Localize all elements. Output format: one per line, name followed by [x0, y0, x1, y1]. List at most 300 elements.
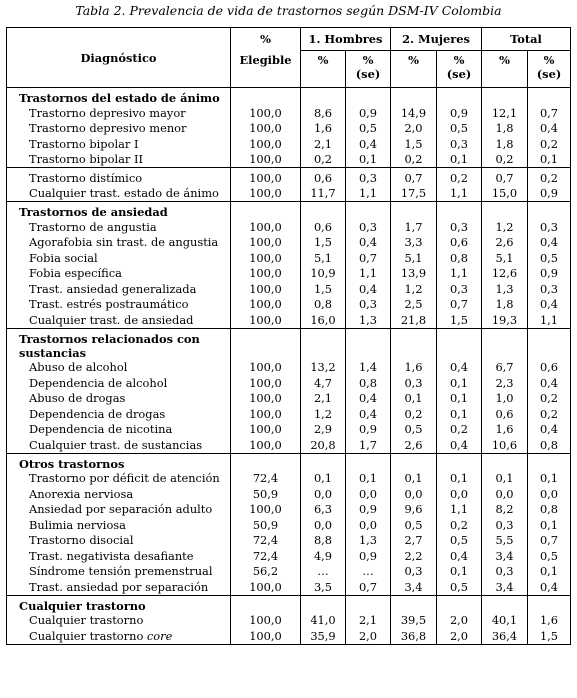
- cell-total-pct: 2,6: [482, 235, 528, 251]
- cell-mujeres-se: 0,1: [437, 471, 482, 487]
- cell-total-pct: 1,8: [482, 136, 528, 152]
- cell-total-pct: 5,5: [482, 533, 528, 549]
- cell-total-se: 0,8: [528, 437, 571, 453]
- cell-hombres-se: 0,4: [346, 136, 391, 152]
- empty-cell: [231, 328, 301, 360]
- cell-total-pct: 40,1: [482, 613, 528, 629]
- cell-mujeres-se: 0,5: [437, 579, 482, 595]
- cell-total-pct: 0,6: [482, 406, 528, 422]
- cell-total-se: 0,4: [528, 422, 571, 438]
- cell-mujeres-se: 0,5: [437, 121, 482, 137]
- table-row: [7, 422, 571, 438]
- empty-cell: [528, 202, 571, 220]
- table-row: [7, 613, 571, 629]
- table-row: [7, 136, 571, 152]
- cell-hombres-se: 0,7: [346, 579, 391, 595]
- cell-mujeres-se: 0,5: [437, 533, 482, 549]
- cell-hombres-se: 2,1: [346, 613, 391, 629]
- empty-cell: [346, 328, 391, 360]
- cell-mujeres-se: 0,0: [437, 486, 482, 502]
- empty-cell: [482, 202, 528, 220]
- diagnosis-label: Fobia específica: [7, 266, 231, 282]
- cell-mujeres-pct: 21,8: [391, 312, 437, 328]
- cell-hombres-se: 1,4: [346, 360, 391, 376]
- cell-total-se: 0,1: [528, 471, 571, 487]
- diagnosis-label: Agorafobia sin trast. de angustia: [7, 235, 231, 251]
- cell-elegible: 100,0: [231, 168, 301, 186]
- cell-total-pct: 0,1: [482, 471, 528, 487]
- cell-elegible: 100,0: [231, 360, 301, 376]
- empty-cell: [437, 202, 482, 220]
- table-body: [7, 88, 571, 645]
- empty-cell: [437, 88, 482, 106]
- cell-total-pct: 10,6: [482, 437, 528, 453]
- empty-cell: [437, 328, 482, 360]
- cell-total-pct: 0,0: [482, 486, 528, 502]
- cell-hombres-pct: 41,0: [301, 613, 346, 629]
- cell-elegible: 100,0: [231, 391, 301, 407]
- cell-total-pct: 1,8: [482, 297, 528, 313]
- diagnosis-label: Abuso de drogas: [7, 391, 231, 407]
- empty-cell: [346, 595, 391, 613]
- cell-total-se: 0,2: [528, 391, 571, 407]
- cell-hombres-se: 0,4: [346, 406, 391, 422]
- cell-mujeres-se: 0,2: [437, 168, 482, 186]
- cell-hombres-se: 0,0: [346, 486, 391, 502]
- cell-hombres-pct: 4,9: [301, 548, 346, 564]
- cell-hombres-pct: 13,2: [301, 360, 346, 376]
- table-row: [7, 250, 571, 266]
- empty-cell: [301, 595, 346, 613]
- empty-cell: [528, 453, 571, 471]
- cell-total-se: 1,6: [528, 613, 571, 629]
- diagnosis-label: Trastorno depresivo menor: [7, 121, 231, 137]
- empty-cell: [391, 88, 437, 106]
- cell-elegible: 100,0: [231, 406, 301, 422]
- empty-cell: [231, 453, 301, 471]
- empty-cell: [301, 202, 346, 220]
- cell-hombres-pct: 0,0: [301, 486, 346, 502]
- table-row: [7, 628, 571, 644]
- cell-hombres-se: 0,9: [346, 548, 391, 564]
- cell-elegible: 100,0: [231, 121, 301, 137]
- cell-hombres-se: 0,9: [346, 422, 391, 438]
- cell-total-se: 0,3: [528, 219, 571, 235]
- cell-elegible: 100,0: [231, 628, 301, 644]
- table-row: [7, 406, 571, 422]
- cell-hombres-pct: 4,7: [301, 375, 346, 391]
- cell-elegible: 50,9: [231, 486, 301, 502]
- cell-total-se: 0,5: [528, 548, 571, 564]
- diagnosis-label: Cualquier trast. de sustancias: [7, 437, 231, 453]
- cell-mujeres-se: 0,3: [437, 136, 482, 152]
- cell-elegible: 100,0: [231, 105, 301, 121]
- empty-cell: [437, 453, 482, 471]
- diagnosis-label: Trastorno disocial: [7, 533, 231, 549]
- diagnosis-label: Dependencia de drogas: [7, 406, 231, 422]
- cell-total-pct: 0,3: [482, 564, 528, 580]
- cell-mujeres-pct: 0,5: [391, 422, 437, 438]
- cell-hombres-se: 0,9: [346, 105, 391, 121]
- cell-elegible: 100,0: [231, 502, 301, 518]
- diagnosis-label: Cualquier trastorno core: [7, 628, 231, 644]
- diagnosis-label: Trast. ansiedad generalizada: [7, 281, 231, 297]
- header-hombres-pct: %: [301, 51, 346, 88]
- cell-total-pct: 15,0: [482, 186, 528, 202]
- diagnosis-label: Trastorno depresivo mayor: [7, 105, 231, 121]
- cell-mujeres-pct: 39,5: [391, 613, 437, 629]
- header-hombres: 1. Hombres: [301, 28, 391, 51]
- table-row: [7, 281, 571, 297]
- cell-mujeres-pct: 2,2: [391, 548, 437, 564]
- empty-cell: [231, 595, 301, 613]
- empty-cell: [482, 328, 528, 360]
- cell-hombres-pct: 0,6: [301, 219, 346, 235]
- header-total: Total: [482, 28, 571, 51]
- cell-total-se: 0,4: [528, 235, 571, 251]
- cell-total-se: 0,6: [528, 360, 571, 376]
- cell-elegible: 100,0: [231, 613, 301, 629]
- cell-mujeres-se: 0,9: [437, 105, 482, 121]
- cell-mujeres-pct: 9,6: [391, 502, 437, 518]
- empty-cell: [482, 88, 528, 106]
- cell-mujeres-se: 2,0: [437, 613, 482, 629]
- diagnosis-label: Trast. estrés postraumático: [7, 297, 231, 313]
- cell-total-pct: 0,3: [482, 517, 528, 533]
- cell-hombres-pct: 35,9: [301, 628, 346, 644]
- cell-mujeres-pct: 0,1: [391, 391, 437, 407]
- cell-total-pct: 3,4: [482, 548, 528, 564]
- cell-mujeres-se: 0,1: [437, 391, 482, 407]
- cell-hombres-pct: 1,5: [301, 281, 346, 297]
- cell-hombres-se: 0,7: [346, 250, 391, 266]
- cell-total-se: 0,3: [528, 281, 571, 297]
- diagnosis-label: Cualquier trast. de ansiedad: [7, 312, 231, 328]
- section-header-row: [7, 328, 571, 360]
- prevalence-table: [6, 27, 571, 645]
- cell-hombres-se: 0,0: [346, 517, 391, 533]
- section-header-row: [7, 202, 571, 220]
- cell-mujeres-se: 1,5: [437, 312, 482, 328]
- table-row: [7, 168, 571, 186]
- cell-mujeres-pct: 2,7: [391, 533, 437, 549]
- cell-mujeres-pct: 1,2: [391, 281, 437, 297]
- table-row: [7, 486, 571, 502]
- table-row: [7, 266, 571, 282]
- diagnosis-label: Trastorno bipolar II: [7, 152, 231, 168]
- cell-hombres-se: 0,3: [346, 219, 391, 235]
- cell-mujeres-se: 0,2: [437, 422, 482, 438]
- cell-total-se: 0,2: [528, 406, 571, 422]
- cell-elegible: 100,0: [231, 281, 301, 297]
- cell-mujeres-se: 0,1: [437, 152, 482, 168]
- cell-total-pct: 0,7: [482, 168, 528, 186]
- cell-mujeres-pct: 2,6: [391, 437, 437, 453]
- section-title: Trastornos de ansiedad: [7, 202, 231, 220]
- cell-total-pct: 19,3: [482, 312, 528, 328]
- cell-hombres-se: 2,0: [346, 628, 391, 644]
- cell-hombres-se: 0,3: [346, 168, 391, 186]
- cell-mujeres-pct: 0,3: [391, 564, 437, 580]
- cell-mujeres-se: 0,6: [437, 235, 482, 251]
- header-total-se: % (se): [528, 51, 571, 88]
- cell-elegible: 100,0: [231, 422, 301, 438]
- cell-elegible: 56,2: [231, 564, 301, 580]
- cell-elegible: 100,0: [231, 297, 301, 313]
- cell-total-se: 1,1: [528, 312, 571, 328]
- header-mujeres-se: % (se): [437, 51, 482, 88]
- cell-mujeres-se: 0,8: [437, 250, 482, 266]
- cell-elegible: 100,0: [231, 266, 301, 282]
- cell-hombres-pct: 0,0: [301, 517, 346, 533]
- cell-elegible: 72,4: [231, 471, 301, 487]
- cell-mujeres-pct: 3,3: [391, 235, 437, 251]
- header-diagnostico: Diagnóstico: [7, 28, 231, 88]
- table-row: [7, 219, 571, 235]
- cell-total-pct: 1,0: [482, 391, 528, 407]
- cell-total-pct: 1,6: [482, 422, 528, 438]
- table-row: [7, 564, 571, 580]
- table-row: [7, 186, 571, 202]
- cell-hombres-se: 0,3: [346, 297, 391, 313]
- cell-hombres-pct: 10,9: [301, 266, 346, 282]
- cell-hombres-se: 0,4: [346, 281, 391, 297]
- cell-total-se: 0,4: [528, 375, 571, 391]
- table-row: [7, 121, 571, 137]
- cell-total-pct: 6,7: [482, 360, 528, 376]
- empty-cell: [346, 453, 391, 471]
- header-mujeres-pct: %: [391, 51, 437, 88]
- cell-total-se: 0,5: [528, 250, 571, 266]
- table-row: [7, 360, 571, 376]
- diagnosis-label: Dependencia de alcohol: [7, 375, 231, 391]
- cell-hombres-pct: 8,8: [301, 533, 346, 549]
- header-elegible: Elegible: [231, 51, 301, 88]
- cell-mujeres-se: 0,3: [437, 219, 482, 235]
- cell-total-se: 0,4: [528, 579, 571, 595]
- empty-cell: [391, 595, 437, 613]
- cell-hombres-se: 1,3: [346, 312, 391, 328]
- table-row: [7, 152, 571, 168]
- cell-total-se: 0,1: [528, 517, 571, 533]
- cell-mujeres-pct: 1,5: [391, 136, 437, 152]
- diagnosis-label: Trastorno de angustia: [7, 219, 231, 235]
- cell-hombres-se: 1,1: [346, 186, 391, 202]
- cell-mujeres-pct: 13,9: [391, 266, 437, 282]
- cell-hombres-pct: 20,8: [301, 437, 346, 453]
- section-header-row: [7, 595, 571, 613]
- cell-elegible: 100,0: [231, 312, 301, 328]
- cell-mujeres-se: 1,1: [437, 502, 482, 518]
- cell-hombres-pct: 8,6: [301, 105, 346, 121]
- empty-cell: [391, 202, 437, 220]
- section-title: Otros trastornos: [7, 453, 231, 471]
- cell-hombres-pct: 1,2: [301, 406, 346, 422]
- cell-total-pct: 1,8: [482, 121, 528, 137]
- table-row: [7, 297, 571, 313]
- cell-hombres-se: 0,1: [346, 471, 391, 487]
- table-row: [7, 548, 571, 564]
- cell-mujeres-pct: 2,0: [391, 121, 437, 137]
- cell-total-se: 0,2: [528, 168, 571, 186]
- cell-mujeres-se: 2,0: [437, 628, 482, 644]
- cell-total-se: 0,1: [528, 564, 571, 580]
- section-header-row: [7, 88, 571, 106]
- cell-hombres-se: …: [346, 564, 391, 580]
- cell-total-pct: 0,2: [482, 152, 528, 168]
- cell-hombres-pct: 11,7: [301, 186, 346, 202]
- cell-mujeres-pct: 0,3: [391, 375, 437, 391]
- cell-mujeres-se: 0,1: [437, 564, 482, 580]
- cell-elegible: 100,0: [231, 579, 301, 595]
- cell-mujeres-pct: 1,7: [391, 219, 437, 235]
- table-row: [7, 471, 571, 487]
- section-header-row: [7, 453, 571, 471]
- table-row: [7, 235, 571, 251]
- cell-mujeres-pct: 0,5: [391, 517, 437, 533]
- table-caption: Tabla 2. Prevalencia de vida de trastornos según DSM-IV Colombia: [75, 3, 502, 18]
- cell-total-pct: 1,2: [482, 219, 528, 235]
- cell-hombres-pct: 2,1: [301, 391, 346, 407]
- cell-total-se: 0,7: [528, 533, 571, 549]
- cell-hombres-se: 0,8: [346, 375, 391, 391]
- diagnosis-label: Trast. negativista desafiante: [7, 548, 231, 564]
- empty-cell: [528, 88, 571, 106]
- cell-mujeres-se: 0,1: [437, 406, 482, 422]
- table-row: [7, 312, 571, 328]
- cell-hombres-pct: 1,5: [301, 235, 346, 251]
- cell-total-pct: 2,3: [482, 375, 528, 391]
- table-row: [7, 375, 571, 391]
- cell-mujeres-pct: 36,8: [391, 628, 437, 644]
- cell-hombres-pct: 16,0: [301, 312, 346, 328]
- cell-mujeres-pct: 2,5: [391, 297, 437, 313]
- diagnosis-label: Anorexia nerviosa: [7, 486, 231, 502]
- cell-hombres-pct: 0,1: [301, 471, 346, 487]
- cell-mujeres-se: 0,4: [437, 437, 482, 453]
- cell-mujeres-se: 0,4: [437, 360, 482, 376]
- cell-hombres-se: 1,7: [346, 437, 391, 453]
- cell-hombres-pct: 6,3: [301, 502, 346, 518]
- diagnosis-label: Trastorno bipolar I: [7, 136, 231, 152]
- diagnosis-label: Dependencia de nicotina: [7, 422, 231, 438]
- cell-elegible: 100,0: [231, 152, 301, 168]
- cell-mujeres-pct: 0,2: [391, 152, 437, 168]
- cell-mujeres-pct: 3,4: [391, 579, 437, 595]
- cell-mujeres-pct: 0,1: [391, 471, 437, 487]
- cell-total-pct: 1,3: [482, 281, 528, 297]
- table-row: [7, 533, 571, 549]
- empty-cell: [437, 595, 482, 613]
- empty-cell: [528, 595, 571, 613]
- cell-hombres-pct: 1,6: [301, 121, 346, 137]
- cell-total-se: 0,4: [528, 297, 571, 313]
- cell-elegible: 100,0: [231, 235, 301, 251]
- cell-elegible: 100,0: [231, 219, 301, 235]
- diagnosis-label: Cualquier trastorno: [7, 613, 231, 629]
- empty-cell: [231, 88, 301, 106]
- header-mujeres: 2. Mujeres: [391, 28, 482, 51]
- diagnosis-label: Trast. ansiedad por separación: [7, 579, 231, 595]
- empty-cell: [528, 328, 571, 360]
- diagnosis-label: Fobia social: [7, 250, 231, 266]
- cell-elegible: 100,0: [231, 136, 301, 152]
- table-row: [7, 517, 571, 533]
- cell-elegible: 72,4: [231, 533, 301, 549]
- cell-hombres-se: 0,5: [346, 121, 391, 137]
- section-title: Cualquier trastorno: [7, 595, 231, 613]
- cell-total-se: 0,9: [528, 186, 571, 202]
- cell-hombres-se: 1,1: [346, 266, 391, 282]
- cell-mujeres-se: 0,2: [437, 517, 482, 533]
- cell-elegible: 100,0: [231, 186, 301, 202]
- cell-mujeres-pct: 0,2: [391, 406, 437, 422]
- cell-mujeres-pct: 14,9: [391, 105, 437, 121]
- cell-total-se: 0,2: [528, 136, 571, 152]
- cell-hombres-pct: 0,6: [301, 168, 346, 186]
- cell-hombres-se: 0,1: [346, 152, 391, 168]
- cell-elegible: 100,0: [231, 250, 301, 266]
- empty-cell: [301, 88, 346, 106]
- cell-hombres-se: 0,4: [346, 235, 391, 251]
- empty-cell: [482, 595, 528, 613]
- header-hombres-se: % (se): [346, 51, 391, 88]
- cell-mujeres-se: 1,1: [437, 266, 482, 282]
- cell-mujeres-pct: 0,0: [391, 486, 437, 502]
- cell-mujeres-pct: 5,1: [391, 250, 437, 266]
- cell-hombres-se: 1,3: [346, 533, 391, 549]
- cell-hombres-pct: 5,1: [301, 250, 346, 266]
- cell-total-pct: 12,6: [482, 266, 528, 282]
- cell-mujeres-pct: 1,6: [391, 360, 437, 376]
- cell-mujeres-se: 0,4: [437, 548, 482, 564]
- diagnosis-label: Trastorno por déficit de atención: [7, 471, 231, 487]
- cell-elegible: 100,0: [231, 375, 301, 391]
- diagnosis-label: Cualquier trast. estado de ánimo: [7, 186, 231, 202]
- table-row: [7, 579, 571, 595]
- empty-cell: [346, 202, 391, 220]
- cell-total-pct: 3,4: [482, 579, 528, 595]
- table-row: [7, 502, 571, 518]
- cell-total-se: 0,7: [528, 105, 571, 121]
- cell-elegible: 50,9: [231, 517, 301, 533]
- cell-elegible: 72,4: [231, 548, 301, 564]
- cell-hombres-pct: …: [301, 564, 346, 580]
- diagnosis-label: Ansiedad por separación adulto: [7, 502, 231, 518]
- cell-total-se: 0,0: [528, 486, 571, 502]
- cell-total-pct: 12,1: [482, 105, 528, 121]
- cell-total-pct: 5,1: [482, 250, 528, 266]
- diagnosis-label: Bulimia nerviosa: [7, 517, 231, 533]
- empty-cell: [301, 328, 346, 360]
- table-row: [7, 391, 571, 407]
- diagnosis-label: Trastorno distímico: [7, 168, 231, 186]
- cell-hombres-pct: 2,9: [301, 422, 346, 438]
- cell-total-pct: 8,2: [482, 502, 528, 518]
- cell-total-se: 0,8: [528, 502, 571, 518]
- cell-hombres-pct: 2,1: [301, 136, 346, 152]
- empty-cell: [301, 453, 346, 471]
- cell-total-se: 0,1: [528, 152, 571, 168]
- cell-mujeres-pct: 17,5: [391, 186, 437, 202]
- empty-cell: [391, 328, 437, 360]
- header-total-pct: %: [482, 51, 528, 88]
- cell-total-pct: 36,4: [482, 628, 528, 644]
- section-title: Trastornos del estado de ánimo: [7, 88, 231, 106]
- table-row: [7, 437, 571, 453]
- table-row: [7, 105, 571, 121]
- empty-cell: [482, 453, 528, 471]
